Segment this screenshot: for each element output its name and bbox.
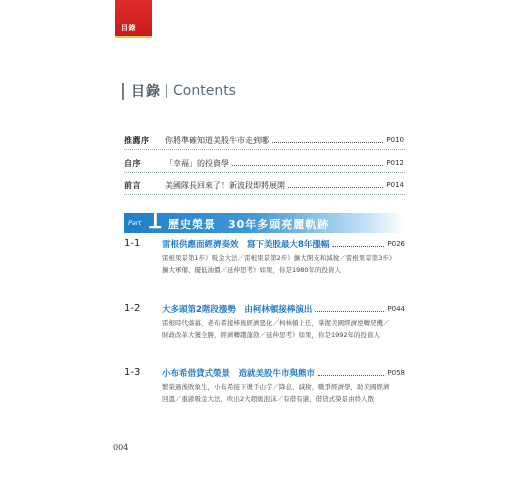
chapter-description: 雷根時代落幕，老布希接棒後經濟惡化／柯林頓上任，掌握美國經濟逆轉契機／財政改革大獲全勝，經濟轉趨蓬勃／延伸思考》如果，你是1992年的投資人 — [162, 319, 390, 340]
part-title: 歷史榮景 30年多頭亮麗軌跡 — [168, 218, 330, 231]
chapter-description: 雷根果景第1步》吸金大法／雷根果景第2步》擴大開支和減稅／雷根果景第3步》擴大軍備、擺低油價／延伸思考》如果，你是1980年的投資人 — [162, 254, 393, 275]
dot-leader — [272, 142, 383, 143]
chapter-page: P026 — [387, 240, 405, 248]
toc-entry-introduction[interactable] — [124, 178, 404, 192]
divider — [124, 149, 405, 150]
toc-entry-preface[interactable] — [124, 156, 404, 170]
entry-title: 你將準確知道美股牛市走到哪 — [165, 135, 269, 145]
heading-bar — [122, 83, 124, 100]
dot-leader — [232, 165, 383, 166]
chapter-head — [162, 238, 405, 250]
chapter-tab-label: 目錄 — [121, 24, 136, 32]
toc-heading — [122, 80, 236, 102]
dot-leader — [318, 375, 384, 376]
entry-page: P012 — [386, 159, 404, 167]
chapter-number: 1-3 — [124, 367, 141, 378]
chapter-title: 小布希借貸式榮景 造就美股牛市與熊市 — [162, 369, 316, 379]
chapter-title: 大多頭第2階段漲勢 由柯林頓接棒演出 — [162, 305, 313, 315]
chapter-title: 雷根供應面經濟奏效 寫下美股最大8年漲幅 — [162, 240, 330, 250]
part-word: Part — [128, 219, 142, 227]
chapter-number: 1-1 — [124, 238, 141, 249]
dot-leader — [288, 187, 383, 188]
chapter-number: 1-2 — [124, 303, 141, 314]
chapter-tab — [115, 0, 152, 38]
entry-label: 自序 — [124, 158, 141, 168]
entry-label: 推薦序 — [124, 135, 150, 145]
divider — [124, 194, 405, 195]
chapter-page: P044 — [387, 305, 405, 313]
entry-title: 美國隊長回來了！新波段即將展開 — [165, 180, 285, 190]
entry-title: 「幸福」的投資學 — [165, 158, 229, 168]
entry-page: P014 — [386, 181, 404, 189]
chapter-description: 繁榮過後敗象生，小布希接下燙手山芋／降息、減稅、戰爭經濟學，助美國經濟回溫／重啟吸金大法，吹出2大超級泡沫／有借有還，借貸式榮景由終人散 — [162, 383, 390, 404]
dot-leader — [332, 246, 384, 247]
entry-label: 前言 — [124, 180, 141, 190]
chapter-page: P058 — [387, 369, 405, 377]
dot-leader — [315, 311, 384, 312]
divider — [124, 172, 405, 173]
heading-separator — [166, 84, 167, 98]
toc-heading-zh: 目錄 — [131, 84, 161, 100]
part-banner — [124, 202, 405, 235]
chapter-head — [162, 303, 405, 315]
entry-page: P010 — [386, 136, 404, 144]
part-number: 1 — [146, 202, 164, 235]
page-number: 004 — [113, 443, 129, 452]
toc-heading-en: Contents — [173, 83, 236, 99]
chapter-head — [162, 367, 405, 379]
toc-entry-foreword[interactable] — [124, 133, 404, 147]
